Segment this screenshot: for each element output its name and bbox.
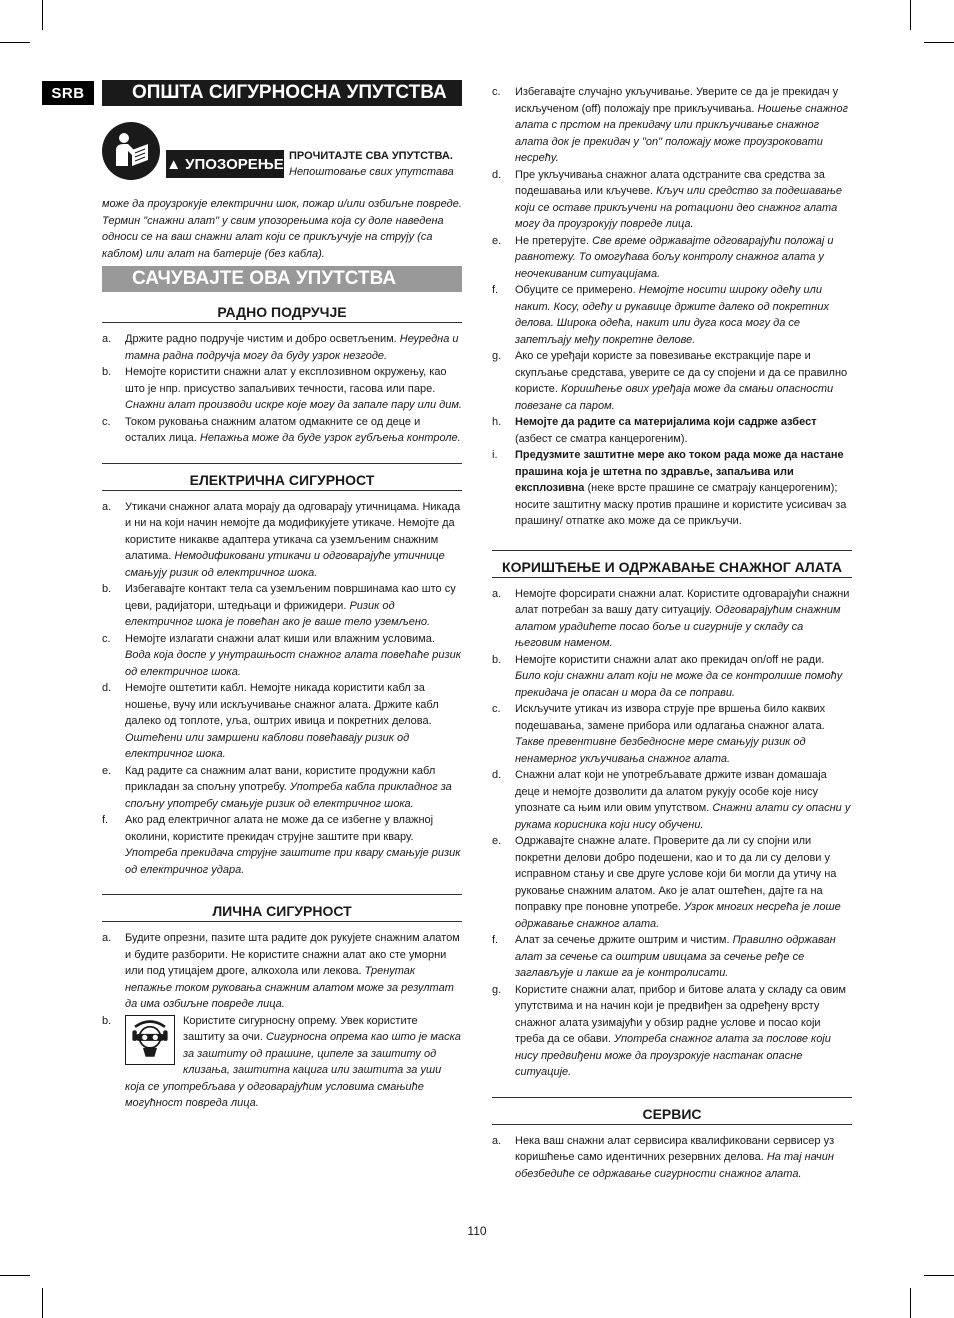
item-letter: b. [102, 583, 112, 595]
crop-mark [0, 42, 30, 43]
item-letter: c. [102, 415, 111, 428]
item-text: Кад радите са снажним алат вани, користите продужни кабл прикладан за спољну употребу. [125, 764, 436, 793]
section-service [492, 1097, 852, 1183]
list-item [492, 84, 852, 167]
item-letter: f. [102, 814, 109, 826]
item-list [492, 1133, 852, 1183]
section-use-care [492, 550, 852, 1081]
item-italic-text: Одговарајућим снажним алатом урадићете посао боље и сигурније у складу са његовим наменом. [515, 604, 841, 649]
item-italic-text: Коришћење ових уређаја може да смањи опасности повезане са паром. [515, 383, 834, 412]
right-column [492, 84, 852, 1182]
item-italic-text: Непажња може да буде узрок губљења контроле. [199, 432, 461, 444]
item-letter: a. [492, 587, 502, 600]
list-item [102, 812, 462, 878]
item-text: Током руковања снажним алатом одмакните се од деце и осталих лица. [125, 415, 421, 444]
list-item [492, 932, 852, 982]
list-item [492, 586, 852, 652]
item-letter: f. [492, 284, 499, 296]
item-italic-text: Све време одржавајте одговарајући положај и равнотежу. То омогућава бољу контролу снажног алата у неочекиваним ситуацијама. [515, 234, 834, 280]
item-text: Снажни алат који не употребљавате држите изван домашаја деце и немојте дозволити да алатом рукују особе које нису упознате са њим или овим упутством. [515, 769, 827, 814]
item-letter: b. [102, 366, 112, 378]
read-manual-icon [102, 122, 160, 180]
item-italic-text: Кључ или средство за подешавање који се оставе прикључени на ротациони део снажног алата могу да проузрокују повреде лица. [515, 185, 842, 230]
warning-block [102, 116, 462, 260]
list-item [102, 1013, 462, 1112]
item-italic-text: Такве превентивне безбедносне мере смањују ризик од ненамерног укључивања снажног алата. [515, 736, 806, 765]
item-letter: e. [102, 764, 112, 777]
list-item [492, 701, 852, 767]
item-text: Немојте користити снажни алат у експлозивном окружењу, као што је нпр. присуство запаљивих течности, гасова или паре. [125, 366, 447, 395]
item-italic-text: Вода која доспе у унутрашњост снажног алата повећаће ризик од електричног шока. [125, 649, 461, 678]
crop-mark [42, 1288, 43, 1318]
warning-text: може да проузрокује електрични шок, пожар и/или озбиљне повреде. Термин "снажни алат" у свим упозорењима која су доле наведена односи се на ваш снажни алат који се прикључује на струју (са каблом) или алат на батерије (без кабла). [102, 198, 462, 260]
item-bold-text: Немојте да радите са материјалима који садрже азбест [515, 416, 817, 428]
item-italic-text: Употреба прекидача струјне заштите при квару смањује ризик од електричног удара. [125, 847, 461, 876]
item-letter: c. [492, 86, 501, 98]
item-letter: i. [492, 449, 498, 461]
item-text: (неке врсте прашине се сматрају канцерогеним); носите заштитну маску против прашине и користите усисивач за прашину/ отпатке ако може да се прикључи. [515, 482, 847, 527]
section-electrical [102, 463, 462, 879]
item-italic-text: Тренутак непажње током руковања снажним алатом може за резултат да има озбиљне повреде лица. [125, 965, 454, 1010]
item-italic-text: Снажни алати су опасни у рукама корисника који нису обучени. [515, 802, 851, 831]
item-text: Искључите утикач из извора струје пре вршења било каквих подешавања, замене прибора или одлагања снажног алата. [515, 703, 826, 732]
item-letter: f. [492, 934, 499, 946]
warning-badge [166, 150, 284, 178]
item-list [102, 331, 462, 447]
section-title: РАДНО ПОДРУЧЈЕ [102, 304, 462, 323]
warning-lead [289, 148, 464, 180]
item-list [492, 586, 852, 1081]
item-text: Држите радно подручје чистим и добро осветљеним. [125, 333, 400, 345]
list-item [492, 414, 852, 447]
item-list [492, 84, 852, 530]
section-work-area [102, 304, 462, 447]
item-italic-text: Сигурносна опрема као што је маска за заштиту од прашине, ципеле за заштиту од клизања, заштитна кацига или заштита за уши која се употребљава у одговарајућим условима смањиће могућност повреда лица. [125, 1031, 461, 1109]
item-letter: h. [492, 416, 502, 428]
item-letter: d. [102, 682, 112, 694]
warning-triangle-icon: ▲ [166, 155, 182, 173]
crop-mark [924, 1275, 954, 1276]
crop-mark [0, 1275, 30, 1276]
item-text: Нека ваш снажни алат сервисира квалификовани сервисер уз коришћење само идентичних резервних делова. [515, 1134, 835, 1163]
item-text: Ако се уређаји користе за повезивање екстракције паре и скупљање средстава, уверите се да су спојени и да се правилно користе. [515, 350, 848, 395]
item-list [102, 499, 462, 879]
item-text: Ако рад електричног алата не може да се избегне у влажној околини, користите прекидач струјне заштите при квару. [125, 814, 434, 843]
item-text: Немојте излагати снажни алат киши или влажним условима. [125, 632, 435, 645]
list-item [492, 167, 852, 233]
item-italic-text: Употреба снажног алата за послове који нису предвиђени може да проузрокује настанак опасне ситуације. [515, 1033, 831, 1078]
item-letter: c. [102, 632, 111, 645]
crop-mark [42, 0, 43, 30]
warning-lead-italic: Непоштовање свих упутстава [289, 166, 454, 178]
item-text: Немојте користити снажни алат ако прекидач on/off не ради. [515, 653, 825, 666]
item-letter: a. [102, 500, 112, 513]
item-italic-text: Узрок многих несрећа је лоше одржавање снажног алата. [515, 901, 841, 930]
item-italic-text: Немодификовани утикачи и одговарајуће утичнице смањују ризик од електричног шока. [125, 550, 445, 579]
list-item [102, 331, 462, 364]
list-item [492, 233, 852, 283]
item-text: (азбест се сматра канцерогеним). [515, 432, 688, 445]
section-title: КОРИШЋЕЊЕ И ОДРЖАВАЊЕ СНАЖНОГ АЛАТА [492, 550, 852, 578]
list-item [492, 833, 852, 932]
item-letter: g. [492, 983, 502, 996]
left-column [102, 80, 462, 1112]
item-text: Обуците се примерено. [515, 284, 639, 296]
item-letter: a. [102, 333, 112, 345]
item-italic-text: Снажни алат производи искре које могу да запале пару или дим. [125, 399, 462, 411]
item-letter: a. [102, 932, 112, 944]
item-bold-text: Предузмите заштитне мере ако током рада може да настане прашина која је штетна по здравље, запаљива или експлозивна [515, 449, 844, 494]
list-item [492, 447, 852, 530]
item-text: Алат за сечење држите оштрим и чистим. [515, 934, 733, 946]
item-italic-text: Ризик од електричног шока је повећан ако је ваше тело уземљено. [125, 599, 431, 628]
item-text: Користите сигурносну опрему. Увек користите заштиту за очи. [183, 1014, 418, 1043]
list-item [102, 581, 462, 631]
item-letter: e. [492, 835, 502, 847]
list-item [492, 348, 852, 414]
item-text: Будите опрезни, пазите шта радите док рукујете снажним алатом и будите разборити. Не користите снажни алат ако сте уморни или под утицајем дроге, алкохола или лекова. [125, 932, 460, 977]
item-letter: a. [492, 1134, 502, 1147]
item-text: Утикачи снажног алата морају да одговарају утичницама. Никада и ни на који начин немојте да модификујете утикаче. Немојте да користите никакве адаптера утикача са уземљеним снажним алатима. [125, 500, 461, 562]
crop-mark [924, 42, 954, 43]
item-text: Немојте форсирати снажни алат. Користите одговарајући снажни алат потребан за вашу дату ситуацију. [515, 587, 850, 616]
section-title: СЕРВИС [492, 1097, 852, 1125]
list-item [492, 982, 852, 1081]
item-italic-text: Оштећени или замршени каблови повећавају ризик од електричног шока. [125, 731, 410, 760]
item-letter: d. [492, 769, 502, 781]
crop-mark [910, 1288, 911, 1318]
item-italic-text: Ношење снажног алата с прстом на прекидачу или прикључивање снажног алата док је прекидач у "on" положају може проузроковати несрећу. [515, 102, 848, 164]
list-item [102, 631, 462, 681]
list-item [492, 767, 852, 833]
list-item [102, 364, 462, 414]
item-letter: b. [492, 653, 502, 666]
item-text: Избегавајте контакт тела са уземљеним површинама као што су цеви, радијатори, штедњаци и фрижидери. [125, 583, 456, 612]
item-italic-text: На тај начин обезбедиће се одржавање сигурности снажног алата. [515, 1151, 834, 1180]
item-text: Пре укључивања снажног алата одстраните сва средства за подешавања или кључеве. [515, 168, 825, 197]
section-title: ЛИЧНА СИГУРНОСТ [102, 894, 462, 922]
warning-lead-bold: ПРОЧИТАЈТЕ СВА УПУТСТВА. [289, 150, 453, 162]
list-item [492, 652, 852, 702]
safety-goggles-icon [125, 1015, 175, 1065]
item-letter: c. [492, 703, 501, 715]
list-item [102, 414, 462, 447]
list-item [492, 1133, 852, 1183]
item-text: Користите снажни алат, прибор и битове алата у складу са овим упутствима и на начин који је предвиђен за одређену врсту снажног алата узимајући у обзир радне услове и посао који треба да се обави. [515, 983, 846, 1045]
item-italic-text: Неуредна и тамна радна подручја могу да буду узрок незгоде. [125, 333, 459, 362]
item-letter: d. [492, 168, 502, 181]
item-text: Избегавајте случајно укључивање. Уверите се да је прекидач у искљученом (off) положају пре прикључивања. [515, 86, 839, 115]
main-title: ОПШТА СИГУРНОСНА УПУТСТВА [102, 80, 462, 106]
item-text: Немојте оштетити кабл. Немојте никада користити кабл за ношење, вучу или искључивање снажног алата. Држите кабл далеко од топлоте, уља, оштрих ивица и покретних делова. [125, 682, 439, 727]
list-item [492, 282, 852, 348]
item-list [102, 930, 462, 1112]
list-item [102, 930, 462, 1013]
list-item [102, 763, 462, 813]
list-item [102, 680, 462, 763]
section-title: ЕЛЕКТРИЧНА СИГУРНОСТ [102, 463, 462, 491]
item-italic-text: Правилно одржаван алат за сечење са оштрим ивицама за сечење ређе се заглављује и лакше га је контролисати. [515, 934, 836, 979]
save-instructions-title: САЧУВАЈТЕ ОВА УПУТСТВА [102, 266, 462, 292]
item-letter: b. [102, 1014, 112, 1027]
item-text: Не претерујте. [515, 234, 593, 247]
item-text: Одржавајте снажне алате. Проверите да ли су спојни или покретни делови добро подешени, као и то да ли су делови у исправном стању и све друге услове који би могли да утичу на руковање снажним алатом. Ако је алат оштећен, дајте га на поправку пре поновне употребе. [515, 835, 837, 913]
item-italic-text: Било који снажни алат који не може да се контролише помоћу прекидача је опасан и мора да се поправи. [515, 670, 843, 699]
warning-badge-label: УПОЗОРЕЊЕ [185, 155, 284, 173]
item-letter: g. [492, 350, 502, 362]
item-letter: e. [492, 234, 502, 247]
crop-mark [910, 0, 911, 30]
page-number: 110 [467, 1224, 487, 1238]
section-personal [102, 894, 462, 1112]
list-item [102, 499, 462, 582]
item-italic-text: Употреба кабла прикладног за спољну употребу смањује ризик од електричног шока. [125, 781, 452, 810]
item-italic-text: Немојте носити широку одећу или накит. Косу, одећу и рукавице држите далеко од покретних делова. Широка одећа, накит или дуга коса могу да се запетљају међу покретне делове. [515, 284, 829, 346]
language-badge: SRB [42, 81, 94, 105]
